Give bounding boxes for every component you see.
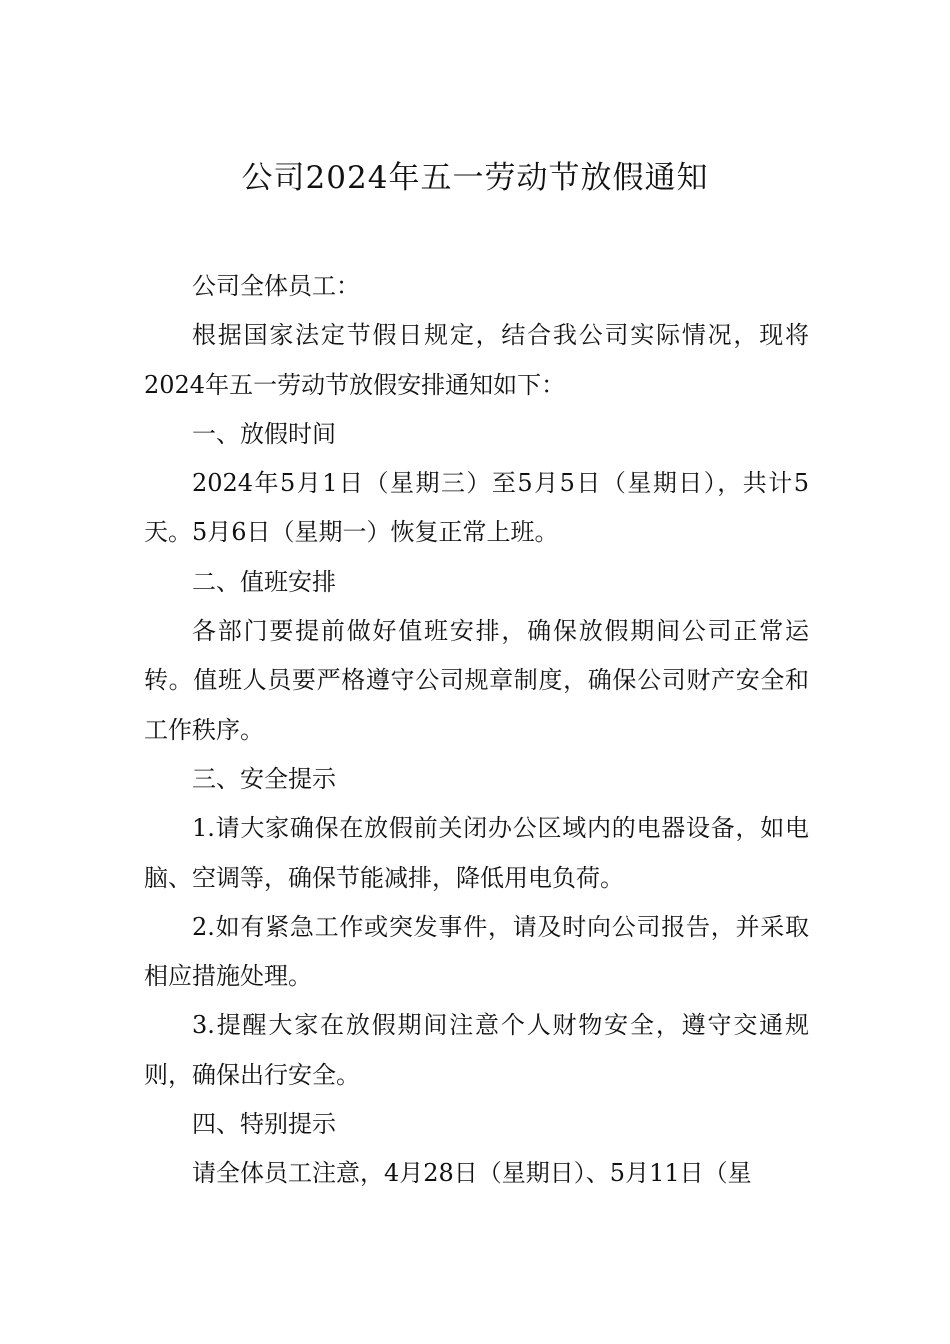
safety-tip-2: 2.如有紧急工作或突发事件，请及时向公司报告，并采取相应措施处理。: [144, 912, 809, 991]
safety-tip-3: 3.提醒大家在放假期间注意个人财物安全，遵守交通规则，确保出行安全。: [144, 1011, 809, 1089]
section-heading-duty-arrangement: 二、值班安排: [192, 567, 336, 596]
special-notice-paragraph: 请全体员工注意，4月28日（星期日）、5月11日（星: [192, 1159, 752, 1188]
document-title: 公司2024年五一劳动节放假通知: [241, 160, 709, 196]
intro-paragraph: 根据国家法定节假日规定，结合我公司实际情况，现将2024年五一劳动节放假安排通知如下：: [144, 321, 809, 399]
holiday-time-paragraph: 2024年5月1日（星期三）至5月5日（星期日），共计5天。5月6日（星期一）恢复正常上班。: [144, 469, 809, 547]
section-heading-safety-tips: 三、安全提示: [192, 764, 336, 793]
duty-arrangement-paragraph: 各部门要提前做好值班安排，确保放假期间公司正常运转。值班人员要严格遵守公司规章制度，确保公司财产安全和工作秩序。: [144, 617, 809, 744]
document-body: [144, 262, 809, 1199]
section-heading-holiday-time: 一、放假时间: [192, 419, 336, 448]
safety-tip-1: 1.请大家确保在放假前关闭办公区域内的电器设备，如电脑、空调等，确保节能减排，降低用电负荷。: [144, 814, 809, 892]
salutation: 公司全体员工：: [192, 272, 360, 300]
section-heading-special-notice: 四、特别提示: [192, 1110, 336, 1139]
